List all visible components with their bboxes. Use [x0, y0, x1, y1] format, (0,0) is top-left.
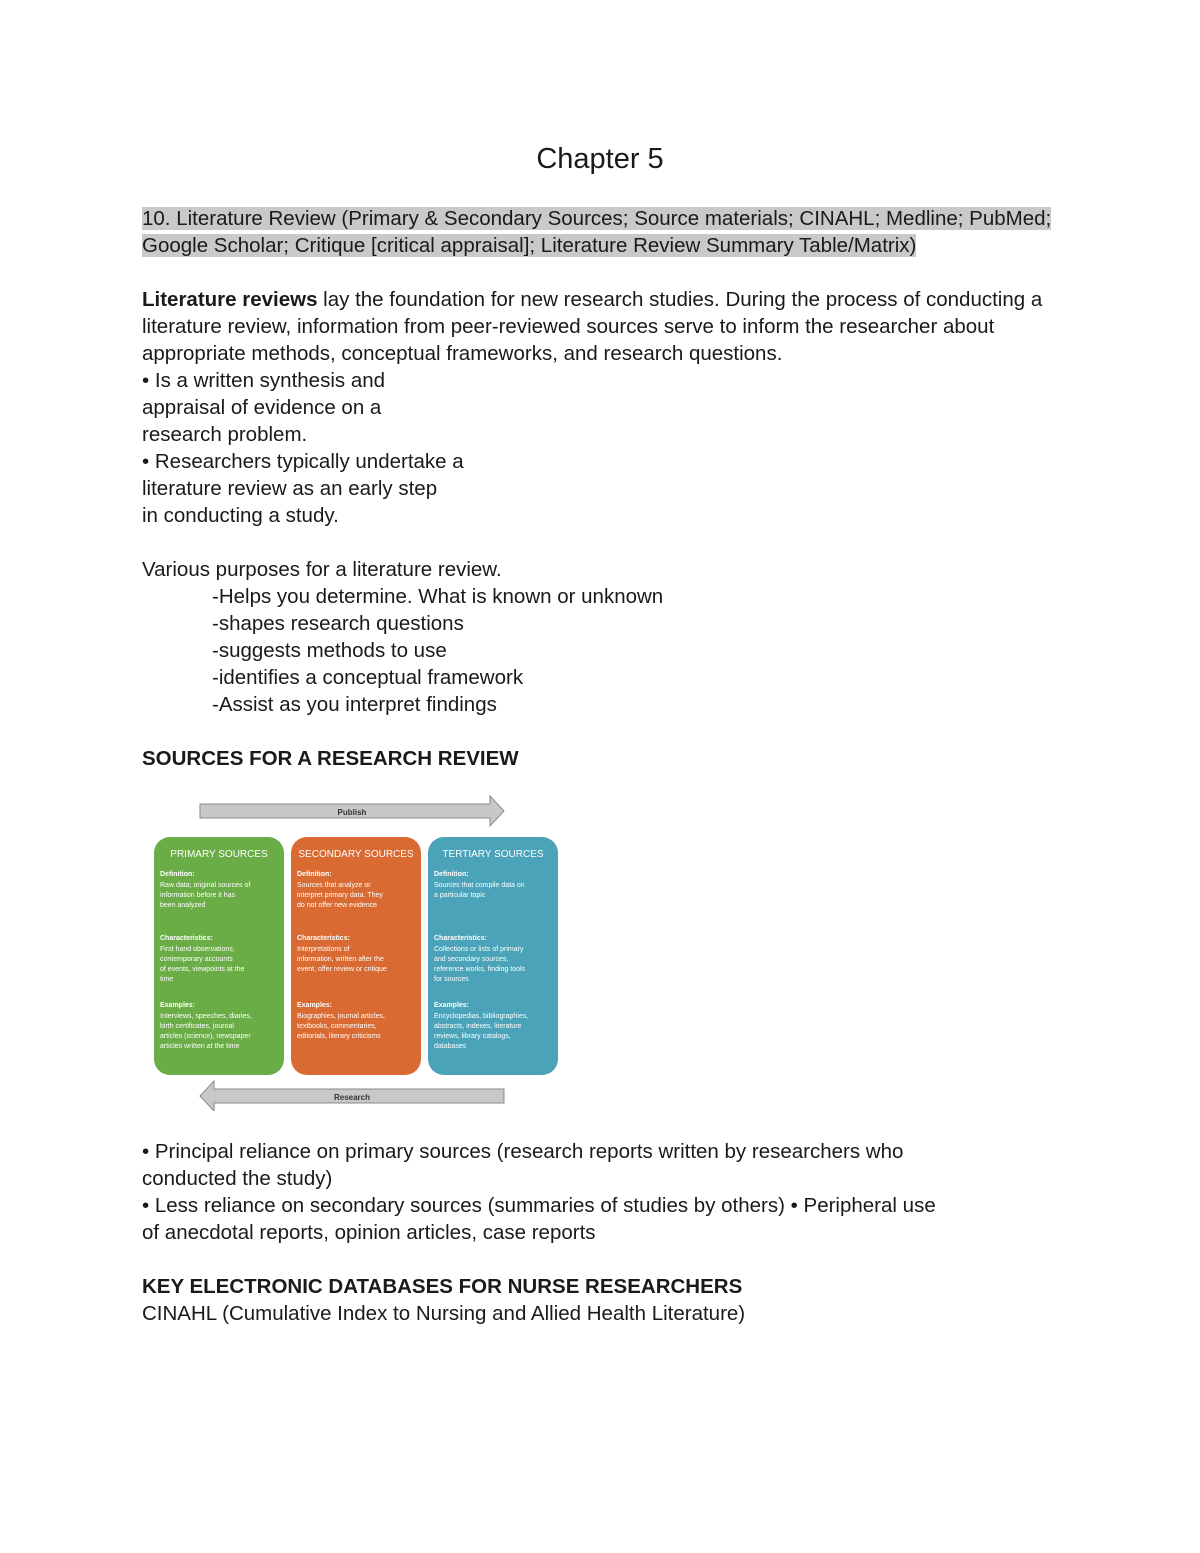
examples-text: editorials, literary criticisms	[297, 1033, 381, 1040]
databases-heading	[142, 1273, 1062, 1300]
purpose-item: -Assist as you interpret findings	[212, 693, 497, 716]
characteristics-text: Interpretations of	[297, 946, 350, 953]
examples-label: Examples:	[297, 1002, 333, 1009]
research-arrow-label: Research	[333, 1093, 371, 1102]
definition-text: a particular topic	[434, 892, 486, 899]
definition-line: literature review as an early step	[142, 477, 438, 500]
definition-text: been analyzed	[160, 902, 206, 909]
definition-text: Sources that analyze or	[297, 882, 371, 889]
characteristics-text: event, offer review or critique	[297, 966, 387, 973]
primary-sources-box	[154, 837, 284, 1075]
purpose-item: -shapes research questions	[212, 612, 464, 635]
reliance-line: of anecdotal reports, opinion articles, case reports	[142, 1221, 596, 1244]
databases-heading-text: KEY ELECTRONIC DATABASES FOR NURSE RESEARCHERS	[142, 1275, 743, 1298]
definition-text: interpret primary data. They	[297, 892, 383, 899]
intro-paragraph	[142, 286, 1062, 367]
column-title: PRIMARY SOURCES	[170, 849, 268, 860]
purposes-heading: Various purposes for a literature review.	[142, 558, 502, 581]
characteristics-text: time	[160, 976, 174, 983]
examples-text: databases	[434, 1043, 467, 1050]
definition-label: Definition:	[160, 871, 195, 878]
characteristics-label: Characteristics:	[297, 935, 350, 942]
secondary-sources-box	[291, 837, 421, 1075]
tertiary-sources-box	[428, 837, 558, 1075]
sources-heading-text: SOURCES FOR A RESEARCH REVIEW	[142, 747, 519, 770]
topic-highlight: 10. Literature Review (Primary & Secondary Sources; Source materials; CINAHL; Medline; PubMed; Google Scholar; Critique [critical appraisal]; Literature Review Summary Table/Matrix)	[142, 207, 1052, 257]
definition-text: information before it has	[160, 892, 236, 899]
sources-diagram-svg	[146, 791, 566, 1111]
examples-text: Biographies, journal articles,	[297, 1013, 385, 1020]
reliance-line: • Principal reliance on primary sources (research reports written by researchers who	[142, 1140, 904, 1163]
column-title: TERTIARY SOURCES	[442, 849, 544, 860]
characteristics-text: of events, viewpoints at the	[160, 966, 245, 973]
characteristics-text: reference works, finding tools	[434, 966, 526, 973]
examples-text: textbooks, commentaries,	[297, 1023, 377, 1030]
characteristics-text: Collections or lists of primary	[434, 946, 524, 953]
topic-line	[142, 205, 1062, 259]
purpose-item: -Helps you determine. What is known or unknown	[212, 585, 664, 608]
publish-arrow	[200, 796, 504, 826]
intro-text: lay the foundation for new research studies. During the process of conducting a literature review, information from peer-reviewed sources serve to inform the researcher about appropriate methods, conceptual frameworks, and research questions.	[142, 288, 1043, 365]
column-title: SECONDARY SOURCES	[298, 849, 414, 860]
purpose-item: -suggests methods to use	[212, 639, 447, 662]
intro-bold-term: Literature reviews	[142, 288, 318, 311]
document-body	[142, 205, 1062, 1327]
reliance-line: • Less reliance on secondary sources (summaries of studies by others) • Peripheral use	[142, 1194, 936, 1217]
characteristics-text: and secondary sources,	[434, 956, 509, 963]
examples-text: reviews, library catalogs,	[434, 1033, 511, 1040]
examples-text: articles (science), newspaper	[160, 1033, 251, 1040]
reliance-line: conducted the study)	[142, 1167, 333, 1190]
definition-line: • Researchers typically undertake a	[142, 450, 464, 473]
definition-line: • Is a written synthesis and	[142, 369, 386, 392]
page-title: Chapter 5	[536, 143, 664, 175]
characteristics-text: First hand observations,	[160, 946, 235, 953]
definition-line: in conducting a study.	[142, 504, 339, 527]
definition-text: do not offer new evidence	[297, 902, 378, 909]
characteristics-label: Characteristics:	[160, 935, 213, 942]
sources-heading	[142, 745, 1062, 772]
databases-line: CINAHL (Cumulative Index to Nursing and Allied Health Literature)	[142, 1302, 746, 1325]
examples-text: Interviews, speeches, diaries,	[160, 1013, 252, 1020]
characteristics-text: for sources	[434, 976, 469, 983]
definition-text: Sources that compile data on	[434, 882, 525, 889]
examples-text: birth certificates, journal	[160, 1023, 234, 1030]
examples-text: abstracts, indexes, literature	[434, 1023, 522, 1030]
definition-line: appraisal of evidence on a	[142, 396, 382, 419]
examples-text: articles written at the time	[160, 1043, 240, 1050]
research-arrow	[200, 1081, 504, 1111]
examples-text: Encyclopedias, bibliographies,	[434, 1013, 529, 1020]
definition-label: Definition:	[434, 871, 469, 878]
examples-label: Examples:	[160, 1002, 196, 1009]
definition-line: research problem.	[142, 423, 308, 446]
sources-diagram	[146, 791, 566, 1111]
definition-label: Definition:	[297, 871, 332, 878]
purpose-item: -identifies a conceptual framework	[212, 666, 524, 689]
examples-label: Examples:	[434, 1002, 470, 1009]
definition-text: Raw data; original sources of	[160, 882, 251, 889]
publish-arrow-label: Publish	[337, 808, 367, 817]
characteristics-text: contemporary accounts	[160, 956, 233, 963]
characteristics-label: Characteristics:	[434, 935, 487, 942]
characteristics-text: information, written after the	[297, 956, 384, 963]
